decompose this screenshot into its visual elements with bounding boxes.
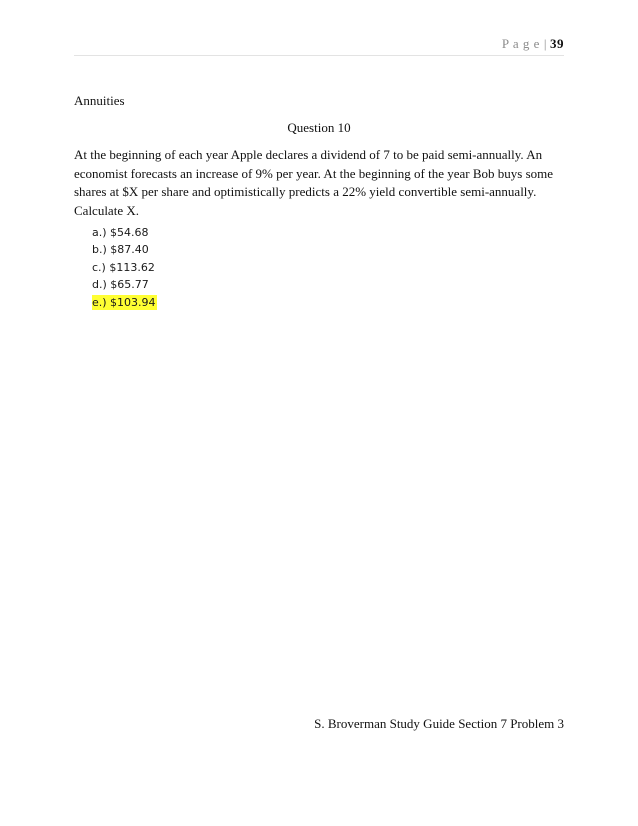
question-title: Question 10 xyxy=(287,120,351,135)
answer-label: a.) $54.68 xyxy=(92,226,149,239)
page-header xyxy=(502,36,564,52)
footer-source: S. Broverman Study Guide Section 7 Problem 3 xyxy=(314,716,564,731)
page-number: 39 xyxy=(550,36,564,51)
answer-option-e xyxy=(92,294,157,311)
answer-label: c.) $113.62 xyxy=(92,260,155,274)
answer-option-a xyxy=(92,224,157,241)
answer-option-c xyxy=(92,259,157,276)
section-title: Annuities xyxy=(74,93,125,108)
page-separator: | xyxy=(543,36,547,51)
answer-option-b xyxy=(92,241,157,258)
page-label: P a g e xyxy=(501,36,540,51)
answer-option-d xyxy=(92,276,157,293)
answer-list xyxy=(92,224,157,311)
header-divider xyxy=(74,55,564,56)
answer-label-highlighted: e.) $103.94 xyxy=(92,295,156,309)
answer-label: d.) $65.77 xyxy=(92,278,149,292)
answer-label: b.) $87.40 xyxy=(92,243,149,257)
question-text: At the beginning of each year Apple declares a dividend of 7 to be paid semi-annually. An economist forecasts an increase of 9% per year. At the beginning of the year Bob buys some shares at $X per share and optimistically predicts a 22% yield convertible semi-annually. Calculate X. xyxy=(74,147,554,218)
